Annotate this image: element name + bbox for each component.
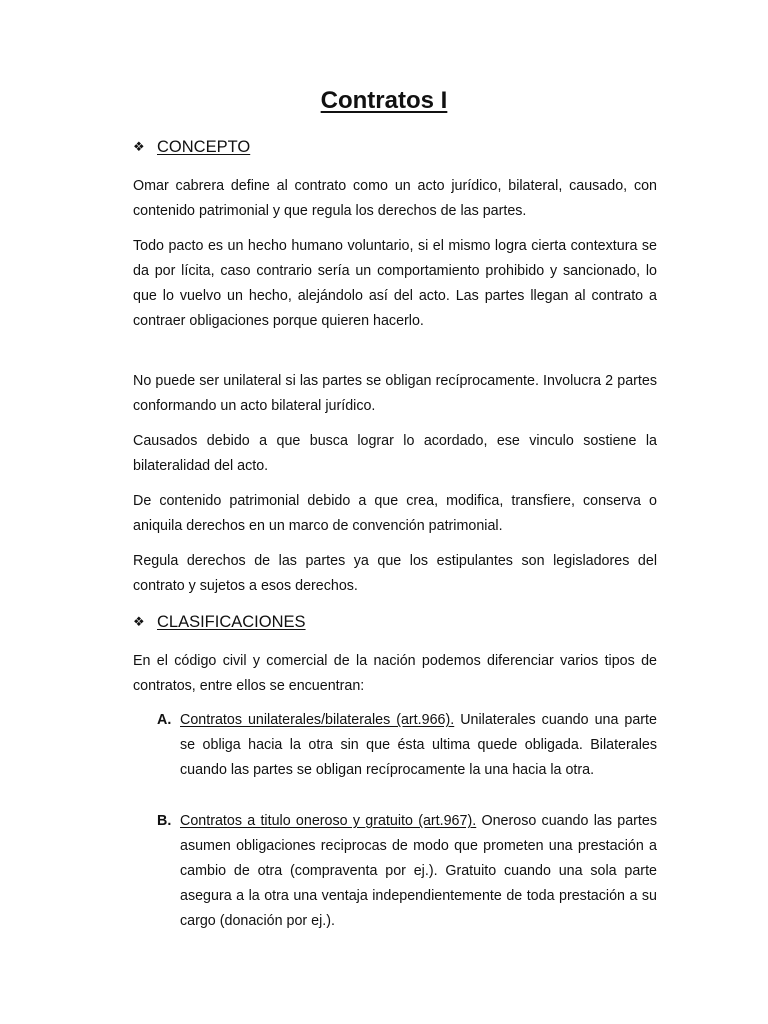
list-item-letter: B.: [157, 813, 172, 829]
article-reference: Contratos a titulo oneroso y gratuito (art.967).: [180, 813, 477, 829]
paragraph: En el código civil y comercial de la nación podemos diferenciar varios tipos de contratos, entre ellos se encuentran:: [133, 653, 657, 694]
section-heading-text: CONCEPTO: [157, 138, 251, 156]
list-item-body: [180, 708, 657, 783]
list-item-text: Oneroso cuando las partes asumen obligaciones reciprocas de modo que prometen una prestación a cambio de otra (compraventa por ej.). Gratuito cuando una sola parte asegura a la otra una ventaja independientemente de toda prestación a su cargo (donación por ej.).: [180, 813, 657, 929]
paragraph: Todo pacto es un hecho humano voluntario, si el mismo logra cierta contextura se da por lícita, caso contrario sería un comportamiento prohibido y sancionado, lo que lo vuelvo un hecho, alejándolo así del acto. Las partes llegan al contrato a contraer obligaciones porque quieren hacerlo.: [133, 238, 657, 329]
paragraph: Regula derechos de las partes ya que los estipulantes son legisladores del contrato y sujetos a esos derechos.: [133, 553, 657, 594]
paragraph: No puede ser unilateral si las partes se obligan recíprocamente. Involucra 2 partes conformando un acto bilateral jurídico.: [133, 373, 657, 414]
paragraph: Omar cabrera define al contrato como un acto jurídico, bilateral, causado, con contenido patrimonial y que regula los derechos de las partes.: [133, 178, 657, 219]
diamond-bullet-icon: ❖: [133, 614, 145, 629]
list-item-a: [157, 708, 657, 783]
list-item-letter: A.: [157, 712, 172, 728]
list-item-text: Unilaterales cuando una parte se obliga hacia la otra sin que ésta ultima quede obligada. Bilaterales cuando las partes se obligan recíprocamente la una hacia la otra.: [180, 712, 657, 778]
diamond-bullet-icon: ❖: [133, 139, 145, 154]
article-reference: Contratos unilaterales/bilaterales (art.966).: [180, 712, 455, 728]
section-heading-text: CLASIFICACIONES: [157, 613, 306, 631]
document-title: Contratos I: [320, 87, 448, 114]
section-heading-concepto: [133, 136, 250, 158]
paragraph: De contenido patrimonial debido a que crea, modifica, transfiere, conserva o aniquila derechos en un marco de convención patrimonial.: [133, 493, 657, 534]
paragraph: Causados debido a que busca lograr lo acordado, ese vinculo sostiene la bilateralidad del acto.: [133, 433, 657, 474]
section-heading-clasificaciones: [133, 611, 306, 633]
list-item-b: [157, 809, 657, 934]
list-item-body: [180, 809, 657, 934]
